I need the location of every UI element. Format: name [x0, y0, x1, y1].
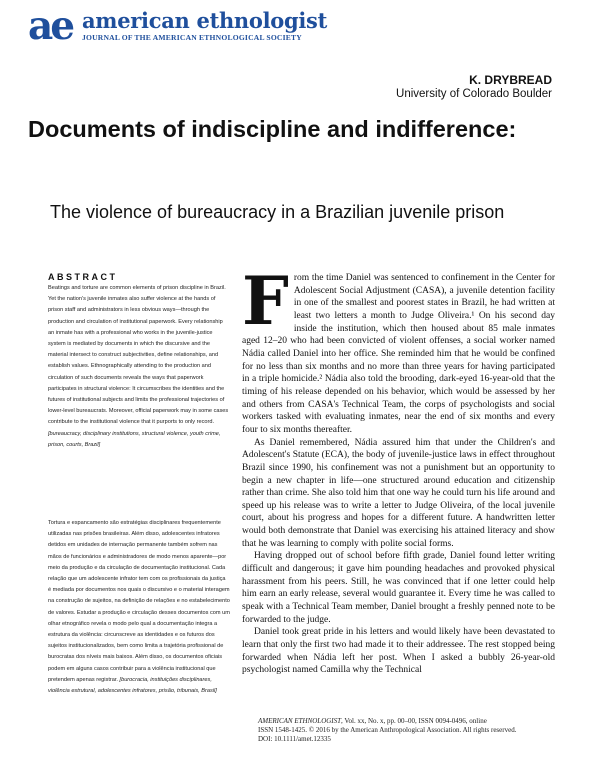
author-affiliation: University of Colorado Boulder: [396, 88, 552, 100]
author-name: K. DRYBREAD: [469, 73, 552, 87]
journal-name: american ethnologist: [82, 8, 327, 33]
citation-line: [258, 717, 558, 726]
body-paragraph: Daniel took great pride in his letters and would likely have been devastated to learn that only the first two had made it to their addressee. The rest stopped being forwarded when Nádia left her post. When I asked a bubbly 26-year-old psychologist named Camilla why the Technical: [242, 627, 555, 676]
doi-line: DOI: 10.1111/amet.12335: [258, 735, 331, 743]
citation-footer: [258, 717, 558, 744]
article-body: [242, 262, 555, 677]
footer-journal: AMERICAN ETHNOLOGIST: [258, 717, 342, 725]
paragraph-text: rom the time Daniel was sentenced to confinement in the Center for Adolescent Social Adjustment (CASA), a juvenile detention facility in one of the smallest and poorest states in Brazil, he had written at least two letters a month to Judge Oliveira.¹ On his second day inside the institution, which then housed about 85 male inmates aged 12–20 who had been convicted of violent offenses, a social worker named Nádia called Daniel into her office. She reminded him that he would be confined for no less than six months and no more than three years for having participated in a triple homicide.² Nádia also told the brooding, dark-eyed 16-year-old that the timing of his release depended on his behavior, which would be assessed by her and others from CASA's Technical Team, the corps of psychologists and social workers tasked with evaluating inmates, near the end of six months and every four to six months thereafter.: [242, 273, 555, 435]
issn-line: ISSN 1548-1425. © 2016 by the American Anthropological Association. All rights reserved.: [258, 726, 517, 734]
abstract-portuguese: [48, 518, 230, 697]
abstract-english: [48, 283, 230, 451]
abstract-english-text: Beatings and torture are common elements of prison discipline in Brazil. Yet the nation's juvenile inmates also suffer violence at the hands of prison staff and administrators in less obvious ways—through the production and circulation of institutional paperwork. Every relationship an inmate has with a professional who works in the juvenile-justice system is mediated by documents in which the discursive and the material intersect to construct subjectivities, define relationships, and establish values. Ethnographically attending to the production and circulation of such documents reveals the ways that paperwork participates in structural violence: It circumscribes the identities and the futures of institutional subjects and limits the professional trajectories of lower-level bureaucrats. Moreover, official paperwork may in some cases contribute to the institutional violence that it purports to only record.: [48, 285, 229, 426]
journal-subtitle: JOURNAL OF THE AMERICAN ETHNOLOGICAL SOCIETY: [82, 33, 302, 42]
abstract-portuguese-keywords: [burocracia, instituições disciplinares, violência estrutural, adolescentes infratores, prisão, tribunais, Brasil]: [48, 676, 217, 695]
footer-citation: , Vol. xx, No. x, pp. 00–00, ISSN 0094-0496, online: [341, 717, 487, 725]
body-paragraph: Having dropped out of school before fifth grade, Daniel found letter writing difficult and dangerous; it gave him pounding headaches and provoked physical harassment from his peers. Still, he was convinced that if one letter could help him earn an early release, several would guarantee it. Every time he was called to speak with a Technical Team member, Daniel brought a freshly penned note to be forwarded to the judge.: [242, 551, 555, 625]
journal-logo-mark: ae: [28, 3, 73, 49]
body-paragraph: [242, 262, 555, 437]
abstract-heading: ABSTRACT: [48, 272, 118, 282]
drop-cap: F: [242, 262, 289, 340]
abstract-english-keywords: [bureaucracy, disciplinary institutions, structural violence, youth crime, prison, courts, Brazil]: [48, 430, 221, 448]
body-paragraph: As Daniel remembered, Nádia assured him that under the Children's and Adolescent's Statute (ECA), the body of juvenile-justice laws in effect throughout Brazil since 1990, his confinement was not a punishment but an opportunity to begin a new chapter in life—one structured around education and citizenship rather than crime. She also told him that one way he could turn his life around and speed up his release was to write a letter to Judge Oliveira, of the local juvenile court, about his progress and hopes for a different future. A handwritten letter would both demonstrate that Daniel was exercising his attained literacy and show that he was learning to comply with polite social forms.: [242, 437, 555, 549]
article-subtitle: The violence of bureaucracy in a Brazilian juvenile prison: [50, 202, 505, 222]
abstract-portuguese-text: Tortura e espancamento são estratégias disciplinares frequentemente utilizadas nas prisões brasileiras. Além disso, adolescentes infratores detidos em unidades de internação permanente também sofrem nas mãos de funcionários e administradores de modo menos aparente—por meio da produção e da circulação de documentação institucional. Cada relação que um adolescente infrator tem com os profissionais da justiça é mediada por documentos nos quais o discursivo e o material interagem na construção de sujeitos, na definição de relações e no estabelecimento de valores. Estudar a produção e circulação desses documentos com um olhar etnográfico revela o modo pelo qual a documentação integra a estrutura da violência: circunscreve as identidades e os futuros dos sujeitos institucionalizados, bem como limita a trajetória profissional de burocratas dos níveis mais baixos. Além disso, os documentos oficiais podem em alguns casos contribuir para a violência institucional que pretendem apenas registrar.: [48, 520, 230, 683]
article-title: Documents of indiscipline and indifference:: [28, 116, 517, 142]
